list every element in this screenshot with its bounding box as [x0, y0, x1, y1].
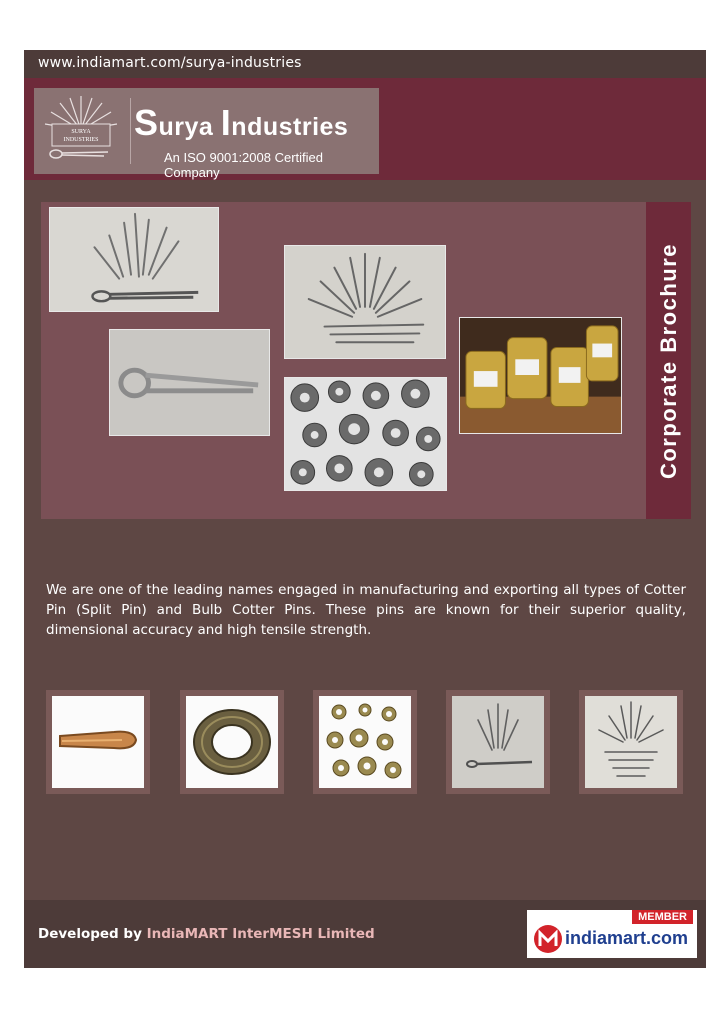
url-bar [24, 50, 706, 78]
corporate-brochure-label: Corporate Brochure [646, 202, 691, 519]
svg-text:INDUSTRIES: INDUSTRIES [63, 137, 99, 143]
split-pins-assortment-photo[interactable] [579, 690, 683, 794]
washers-thumb-photo[interactable] [313, 690, 417, 794]
indiamart-logo-icon [533, 924, 563, 954]
header [24, 78, 706, 180]
company-description: We are one of the leading names engaged in manufacturing and exporting all types of Cotter Pin (Split Pin) and Bulb Cotter Pins. These pins are known for their superior quality, dimensional accuracy and high tensile strength. [46, 582, 686, 638]
sun-seal-icon [42, 94, 120, 166]
svg-text:SURYA: SURYA [71, 129, 91, 135]
indiamart-logo-text: indiamart.com [565, 928, 689, 948]
wire-coil-photo[interactable] [180, 690, 284, 794]
cotter-pins-photo [49, 207, 219, 312]
product-thumbnails [46, 690, 686, 794]
cotter-pins-thumb-photo[interactable] [446, 690, 550, 794]
long-cotter-pin-photo [109, 329, 270, 436]
logo-divider [130, 98, 131, 164]
indiamart-member-badge[interactable] [527, 910, 697, 958]
developer-credit: Developed by IndiaMART InterMESH Limited [38, 926, 375, 942]
washers-photo [284, 377, 447, 491]
company-logo [34, 88, 379, 180]
brass-wire-spools-photo [459, 317, 622, 434]
site-url[interactable]: www.indiamart.com/surya-industries [38, 55, 302, 71]
company-tagline: An ISO 9001:2008 Certified Company [164, 150, 323, 180]
footer [24, 900, 706, 968]
company-name: Surya Industries [134, 102, 349, 143]
developer-link[interactable]: IndiaMART InterMESH Limited [146, 926, 375, 942]
split-pins-fan-photo [284, 245, 446, 359]
bulb-cotter-pin-photo[interactable] [46, 690, 150, 794]
member-label: MEMBER [632, 910, 693, 924]
brochure-page [24, 50, 706, 968]
product-showcase [41, 202, 691, 519]
